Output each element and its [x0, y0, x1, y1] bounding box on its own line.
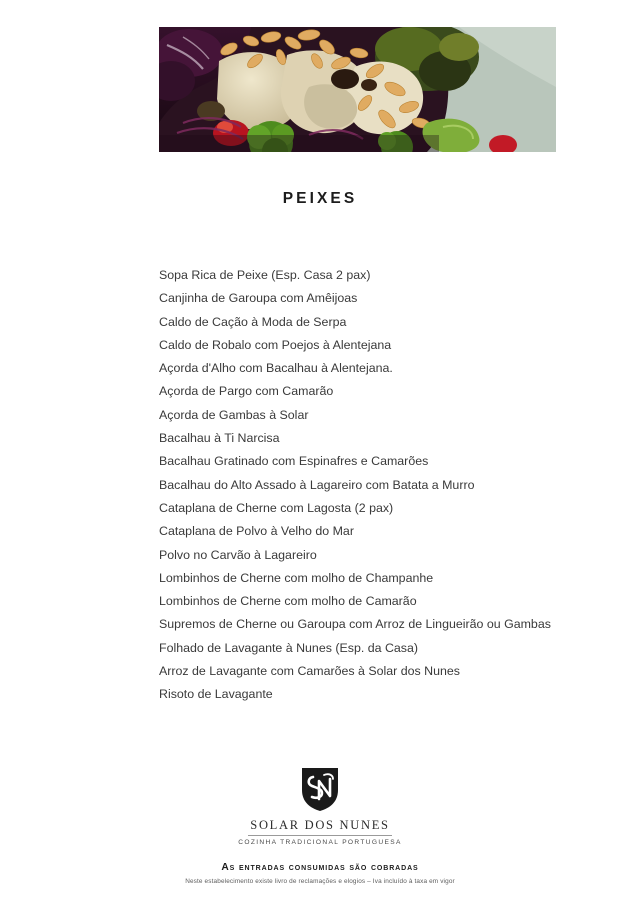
- list-item: Cataplana de Polvo à Velho do Mar: [159, 524, 354, 539]
- list-item: Caldo de Robalo com Poejos à Alentejana: [159, 337, 392, 352]
- legal-disclaimer: Neste estabelecimento existe livro de reclamações e elogios – Iva incluído à taxa em vigor: [185, 878, 455, 885]
- brand-name-wrap: [0, 812, 640, 836]
- hero-food-photo: [159, 27, 556, 152]
- list-item: Açorda de Gambas à Solar: [159, 407, 309, 422]
- list-item: Açorda d'Alho com Bacalhau à Alentejana.: [159, 361, 393, 376]
- list-item: Açorda de Pargo com Camarão: [159, 384, 334, 399]
- entradas-notice: As entradas consumidas são cobradas: [221, 862, 419, 873]
- page-title: PEIXES: [282, 190, 358, 207]
- list-item: Caldo de Cação à Moda de Serpa: [159, 314, 347, 329]
- list-item: Sopa Rica de Peixe (Esp. Casa 2 pax): [159, 268, 371, 282]
- shield-crest-icon: [298, 766, 342, 812]
- list-item: Lombinhos de Cherne com molho de Champanhe: [159, 570, 434, 585]
- list-item: Bacalhau Gratinado com Espinafres e Camarões: [159, 454, 429, 469]
- brand-name: SOLAR DOS NUNES: [248, 818, 391, 836]
- list-item: Supremos de Cherne ou Garoupa com Arroz de Lingueirão ou Gambas: [159, 617, 551, 632]
- brand-tagline: COZINHA TRADICIONAL PORTUGUESA: [238, 839, 402, 846]
- menu-items-list: [159, 264, 579, 707]
- list-item: Canjinha de Garoupa com Amêijoas: [159, 291, 358, 306]
- list-item: Cataplana de Cherne com Lagosta (2 pax): [159, 500, 394, 515]
- list-item: Bacalhau do Alto Assado à Lagareiro com Batata a Murro: [159, 477, 475, 492]
- list-item: Risoto de Lavagante: [159, 687, 273, 702]
- list-item: Bacalhau à Ti Narcisa: [159, 431, 280, 446]
- hero-photo-artwork: [159, 27, 556, 152]
- list-item: Lombinhos de Cherne com molho de Camarão: [159, 594, 417, 609]
- list-item: Folhado de Lavagante à Nunes (Esp. da Casa): [159, 640, 418, 655]
- list-item: Polvo no Carvão à Lagareiro: [159, 547, 317, 562]
- footer: [0, 766, 640, 885]
- list-item: Arroz de Lavagante com Camarões à Solar dos Nunes: [159, 664, 460, 679]
